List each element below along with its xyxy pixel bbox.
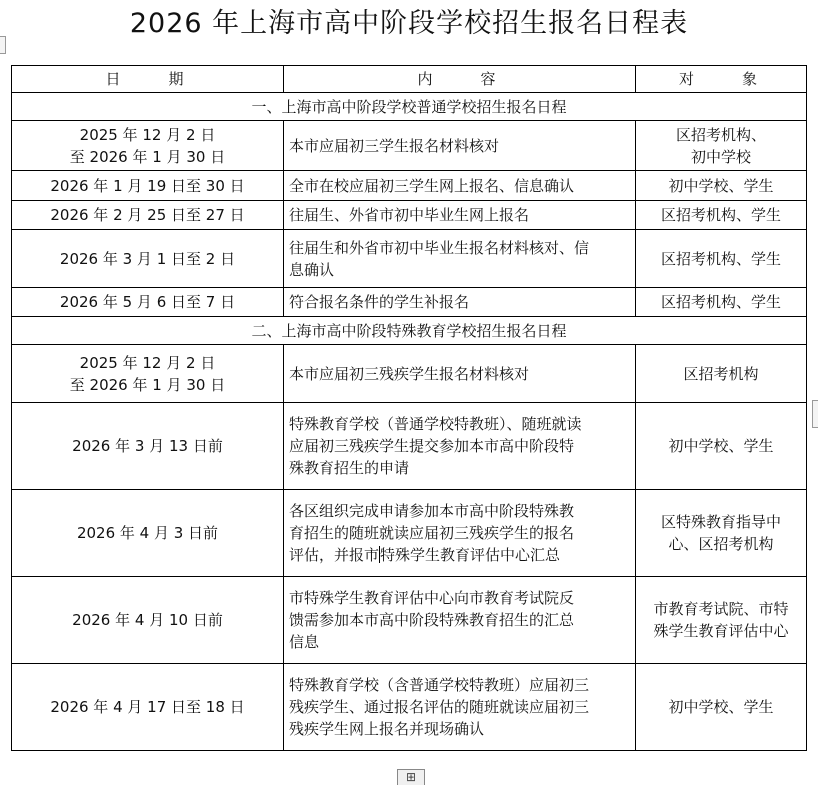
target-cell xyxy=(636,121,807,171)
content-cell xyxy=(284,490,636,577)
content-cell xyxy=(284,201,636,230)
column-header-content: 内 容 xyxy=(284,66,636,93)
target-cell-line: 区特殊教育指导中 xyxy=(660,513,781,531)
target-cell xyxy=(636,345,807,403)
date-cell-line: 2026 年 4 月 17 日至 18 日 xyxy=(50,698,245,716)
content-cell xyxy=(284,171,636,201)
target-cell xyxy=(636,171,807,201)
content-cell xyxy=(284,403,636,490)
right-resize-handle[interactable] xyxy=(812,400,818,428)
target-cell-line: 区招考机构、学生 xyxy=(660,249,781,268)
date-cell-line: 2026 年 1 月 19 日至 30 日 xyxy=(50,176,245,195)
date-cell xyxy=(12,577,284,664)
target-cell-line: 区招考机构、 xyxy=(675,125,766,144)
date-cell xyxy=(12,288,284,317)
content-cell-line: 息确认 xyxy=(289,260,335,279)
content-cell-line: 市特殊学生教育评估中心向市教育考试院反 xyxy=(289,589,575,607)
date-cell xyxy=(12,121,284,171)
date-cell xyxy=(12,345,284,403)
target-cell-line: 殊学生教育评估中心 xyxy=(653,622,789,640)
date-cell xyxy=(12,403,284,490)
date-cell-line: 至 2026 年 1 月 30 日 xyxy=(69,147,226,166)
content-cell-line: 特殊教育学校（普通学校特教班）、随班就读 xyxy=(289,415,582,433)
target-cell xyxy=(636,201,807,230)
table-row xyxy=(12,288,807,317)
content-cell xyxy=(284,664,636,751)
date-cell-line: 2026 年 3 月 13 日前 xyxy=(72,437,223,455)
date-cell-line: 2026 年 4 月 3 日前 xyxy=(76,524,219,542)
target-cell xyxy=(636,230,807,288)
date-cell-line: 2026 年 5 月 6 日至 7 日 xyxy=(59,293,236,311)
section-heading-row xyxy=(12,317,807,345)
table-row xyxy=(12,403,807,490)
section-heading: 二、上海市高中阶段特殊教育学校招生报名日程 xyxy=(12,317,807,345)
target-cell-line: 初中学校 xyxy=(690,147,751,166)
target-cell-line: 市教育考试院、市特 xyxy=(653,600,789,618)
target-cell xyxy=(636,490,807,577)
content-cell-line: 特殊教育学校（含普通学校特教班）应届初三 xyxy=(289,676,590,694)
content-cell-line: 残疾学生网上报名并现场确认 xyxy=(289,720,485,738)
date-cell xyxy=(12,230,284,288)
content-cell-line: 往届生和外省市初中毕业生报名材料核对、信 xyxy=(289,238,590,257)
table-row xyxy=(12,490,807,577)
content-cell xyxy=(284,345,636,403)
content-cell-line: 符合报名条件的学生补报名 xyxy=(289,293,470,311)
content-cell-line: 本市应届初三学生报名材料核对 xyxy=(289,136,500,155)
content-cell-line: 全市在校应届初三学生网上报名、信息确认 xyxy=(289,176,575,195)
date-cell xyxy=(12,171,284,201)
date-cell-line: 至 2026 年 1 月 30 日 xyxy=(69,375,226,394)
content-cell xyxy=(284,288,636,317)
content-cell-line: 殊教育招生的申请 xyxy=(289,459,410,477)
table-row xyxy=(12,121,807,171)
content-cell-line: 往届生、外省市初中毕业生网上报名 xyxy=(289,206,530,224)
target-cell-line: 初中学校、学生 xyxy=(668,437,774,455)
target-cell-line: 初中学校、学生 xyxy=(668,176,774,195)
section-heading-row xyxy=(12,93,807,121)
table-row xyxy=(12,345,807,403)
schedule-table xyxy=(11,65,807,751)
target-cell-line: 区招考机构 xyxy=(683,364,759,383)
content-cell-line: 评估，并报市特殊学生教育评估中心汇总 xyxy=(289,546,561,564)
table-move-handle[interactable]: ⊞ xyxy=(397,769,425,785)
table-row xyxy=(12,664,807,751)
content-cell xyxy=(284,121,636,171)
table-header-row xyxy=(12,66,807,93)
target-cell-line: 心、区招考机构 xyxy=(668,535,774,553)
section-heading: 一、上海市高中阶段学校普通学校招生报名日程 xyxy=(12,93,807,121)
content-cell-line: 馈需参加本市高中阶段特殊教育招生的汇总 xyxy=(289,611,575,629)
date-cell-line: 2025 年 12 月 2 日 xyxy=(79,353,216,372)
page-title: 2026 年上海市高中阶段学校招生报名日程表 xyxy=(129,8,689,39)
content-cell-line: 信息 xyxy=(289,633,320,651)
table-row xyxy=(12,230,807,288)
content-cell-line: 各区组织完成申请参加本市高中阶段特殊教 xyxy=(289,502,575,520)
date-cell-line: 2026 年 4 月 10 日前 xyxy=(72,611,223,629)
target-cell xyxy=(636,288,807,317)
content-cell xyxy=(284,230,636,288)
content-cell-line: 本市应届初三残疾学生报名材料核对 xyxy=(289,364,530,383)
left-edge-marker xyxy=(0,36,6,54)
content-cell-line: 应届初三残疾学生提交参加本市高中阶段特 xyxy=(289,437,575,455)
content-cell-line: 育招生的随班就读应届初三残疾学生的报名 xyxy=(289,524,575,542)
date-cell-line: 2025 年 12 月 2 日 xyxy=(79,125,216,144)
date-cell-line: 2026 年 3 月 1 日至 2 日 xyxy=(59,249,236,268)
target-cell-line: 区招考机构、学生 xyxy=(660,206,781,224)
target-cell xyxy=(636,403,807,490)
table-row xyxy=(12,577,807,664)
date-cell-line: 2026 年 2 月 25 日至 27 日 xyxy=(50,206,245,224)
content-cell-line: 残疾学生、通过报名评估的随班就读应届初三 xyxy=(289,698,590,716)
target-cell-line: 区招考机构、学生 xyxy=(660,293,781,311)
target-cell-line: 初中学校、学生 xyxy=(668,698,774,716)
date-cell xyxy=(12,490,284,577)
table-row xyxy=(12,201,807,230)
column-header-date: 日 期 xyxy=(12,66,284,93)
date-cell xyxy=(12,664,284,751)
target-cell xyxy=(636,664,807,751)
text-cursor xyxy=(379,546,380,563)
table-row xyxy=(12,171,807,201)
date-cell xyxy=(12,201,284,230)
target-cell xyxy=(636,577,807,664)
column-header-target: 对 象 xyxy=(636,66,807,93)
content-cell xyxy=(284,577,636,664)
